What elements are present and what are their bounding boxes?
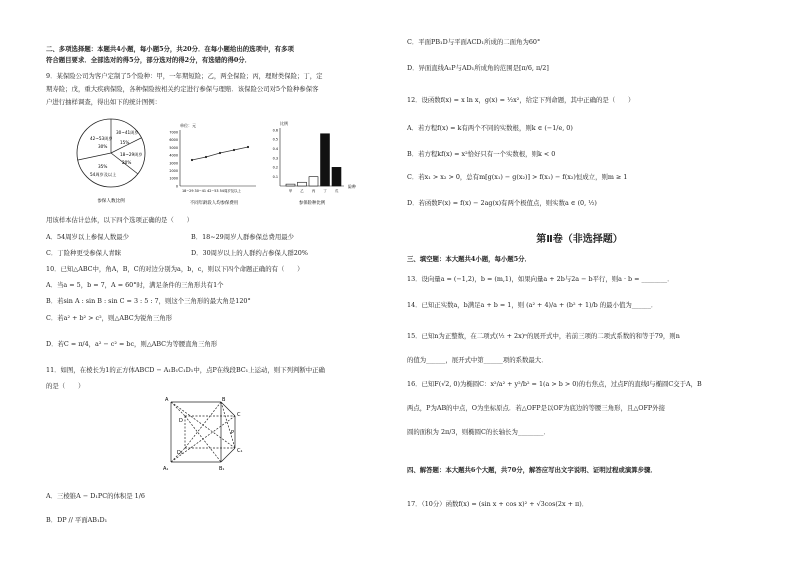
q9-option-a[interactable]: A．54周岁以上参保人数最少 [46, 233, 130, 241]
line-point [191, 159, 193, 161]
bar-rect [332, 167, 341, 186]
q9-line3: 户进行抽样调查，得出如下的统计图例： [46, 98, 162, 106]
bar-tick-label: 0.1 [272, 175, 278, 180]
bar-tick-label: 0.5 [272, 137, 278, 142]
section-2-heading-cont: 符合题目要求．全部选对的得5分，部分选对的得2分，有选错的得0分． [46, 56, 252, 64]
part-2-heading: 第Ⅱ卷（非选择题） [536, 234, 623, 245]
bar-tick-label: 0.2 [272, 165, 278, 170]
q9-line2: 期寿险；戊，重大疾病保险，各种保险按相关约定进行参保与理赔．该保险公司对5个险种参保客 [46, 85, 319, 93]
cube-diagram [151, 392, 261, 484]
pie-chart [66, 108, 156, 208]
bar-tick-label: 0.3 [272, 156, 278, 161]
bar-chart [266, 118, 376, 208]
bar-unit: 比例 [280, 121, 288, 126]
line-point [219, 152, 221, 154]
cube-label-d1: D₁ [177, 450, 183, 456]
q12-option-c[interactable]: C．若x₁ > x₂ > 0，总有m[g(x₁) − g(x₂)] > f(x₁) − f(x₂)恒成立，则m ≥ 1 [407, 173, 628, 181]
q15-line1: 15．已知n为正整数，在二项式(½ + 2x)ⁿ的展开式中，若前三项的二项式系数的和等于79，则n [407, 332, 680, 340]
cube-label-c: C [237, 412, 241, 418]
cube-figure [151, 392, 261, 484]
q10-option-a[interactable]: A．当a = 5，b = 7，A = 60°时，满足条件的三角形共有1个 [46, 281, 224, 289]
q12-option-a[interactable]: A．若方程f(x) = k有两个不同的实数根，则k ∈ (−1/e, 0) [407, 124, 573, 132]
q13: 13．设向量a = (−1,2)，b = (m,1)，如果向量a + 2b与2a − b平行，则a · b = ________． [407, 275, 674, 283]
q12-option-d[interactable]: D．若函数F(x) = f(x) − 2ag(x)有两个极值点，则实数a ∈ (0, ½) [407, 199, 597, 207]
q15-line2: 的值为______，展开式中第______项的系数最大． [407, 356, 548, 364]
cube-label-b: B [222, 397, 226, 403]
bar-cat-label: 丁 [323, 189, 327, 193]
line-tick-label: 5000 [169, 145, 178, 150]
bar-rect [298, 182, 307, 186]
q11-option-d[interactable]: D．异面直线A₁P与AD₁所成角的范围是[π/6, π/2] [407, 64, 549, 72]
pie-slice-label: 30~41周岁 [116, 130, 139, 135]
q12-stem: 12．设函数f(x) = x ln x，g(x) = ½x²，给定下列命题，其中正确的是（ ） [407, 96, 635, 104]
bar-rect [309, 177, 318, 186]
bar-tick-label: 0.4 [272, 147, 278, 152]
q17: 17．（10分）函数f(x) = (sin x + cos x)² + √3cos(2x + π)． [407, 500, 589, 508]
bar-cat-label: 戊 [334, 189, 339, 193]
pie-pct: 15% [120, 140, 130, 145]
q11-option-c[interactable]: C．平面PB₁D与平面ACD₁所成的二面角为60° [407, 38, 541, 46]
bar-rect [321, 134, 330, 186]
section-3-heading: 三、填空题：本大题共4小题，每小题5分． [407, 255, 531, 263]
line-point [205, 156, 207, 158]
q11-stem-cont: 的是（ ） [46, 382, 85, 390]
line-tick-label: 6000 [169, 138, 178, 143]
bar-cat-label: 乙 [300, 189, 304, 193]
pie-pct: 30% [98, 144, 108, 149]
line-chart [164, 120, 259, 208]
pie-pct: 20% [122, 160, 132, 165]
line-tick-label: 0 [175, 184, 178, 189]
q11-option-b[interactable]: B．DP // 平面AB₁D₁ [46, 516, 108, 524]
q9-option-c[interactable]: C．丁险种更受参保人青睐 [46, 249, 122, 257]
q12-option-b[interactable]: B．若方程kf(x) = x²恰好只有一个实数根，则k < 0 [407, 150, 556, 158]
q16-line1: 16．已知F(√2, 0)为椭圆C：x²/a² + y²/b² = 1(a > b > 0)的右焦点，过点F的直线l与椭圆C交于A，B [407, 380, 702, 388]
pie-figure [66, 108, 156, 208]
line-tick-label: 2000 [169, 168, 178, 173]
section-4-heading: 四、解答题：本大题共6个大题，共70分，解答应写出文字说明、证明过程或演算步骤． [407, 466, 657, 474]
cube-label-a1: A₁ [163, 466, 169, 472]
cube-label-p: P [231, 430, 235, 436]
cube-label-b1: B₁ [219, 466, 225, 472]
line-point [247, 146, 249, 148]
bar-cat-label: 丙 [311, 189, 316, 193]
q11-stem: 11．如图，在棱长为1的正方体ABCD − A₁B₁C₁D₁中，点P在线段BC₁上运动，则下列判断中正确 [46, 366, 325, 374]
bar-xlabel: 险种 [348, 184, 356, 189]
pie-slice-label: 54周岁及以上 [90, 172, 117, 177]
line-tick-label: 4000 [169, 153, 178, 158]
section-2-heading: 二、多项选择题：本题共4小题，每小题5分，共20分．在每小题给出的选项中，有多项 [46, 45, 294, 53]
bar-tick-label: 0.6 [272, 128, 278, 133]
q10-stem: 10．已知△ABC中，角A，B，C的对边分别为a，b，c，则以下四个命题正确的有（ ） [46, 265, 304, 273]
q9-option-b[interactable]: B．18~29周岁人群参保总费用最少 [191, 233, 295, 241]
bar-cat-label: 甲 [288, 189, 293, 193]
q16-line2: 两点，P为AB的中点，O为坐标原点．若△OFP是以OF为底边的等腰三角形，且△OFP外接 [407, 404, 666, 412]
q11-option-a[interactable]: A．三棱锥A − D₁PC的体积是 1/6 [46, 492, 145, 500]
line-unit: 单位：元 [180, 123, 196, 128]
line-caption: 不同年龄段人均参保费用 [189, 201, 239, 206]
q9-option-d[interactable]: D．30周岁以上的人群约占参保人群20% [191, 249, 308, 257]
line-tick-label: 7000 [169, 130, 178, 135]
pie-pct: 35% [98, 164, 108, 169]
cube-label-d: D [179, 418, 183, 424]
pie-slice-label: 42~53周岁 [90, 136, 113, 141]
line-tick-label: 3000 [169, 161, 178, 166]
cube-label-c1: C₁ [237, 448, 243, 454]
q16-line3: 圆的面积为 2π/3，则椭圆C的长轴长为________． [407, 428, 550, 436]
q9-stem: 用该样本估计总体，以下四个选项正确的是（ ） [46, 216, 193, 224]
line-figure [164, 120, 259, 208]
bar-figure [266, 118, 376, 208]
pie-caption: 参保人数比例 [97, 199, 125, 204]
pie-slice-label: 18~29周岁 [120, 152, 143, 157]
line-point [233, 149, 235, 151]
bar-rect [286, 184, 295, 186]
q10-option-c[interactable]: C．若a² + b² > c²，则△ABC为锐角三角形 [46, 314, 173, 322]
bar-caption: 参保险种比例 [298, 201, 326, 206]
line-tick-label: 1000 [169, 176, 178, 181]
cube-label-a: A [165, 397, 169, 403]
q9-line1: 9．某保险公司为客户定制了5个险种：甲，一年期短险；乙，两全保险；丙，理财类保险；丁，定 [46, 72, 323, 80]
q10-option-d[interactable]: D．若C = π/4，a² − c² = bc，则△ABC为等腰直角三角形 [46, 340, 218, 348]
line-xlabel: 18~29 30~41 42~53 54周岁及以上 [182, 189, 241, 193]
q10-option-b[interactable]: B．若sin A : sin B : sin C = 3 : 5 : 7，则这个三角形的最大角是120° [46, 297, 251, 305]
q14: 14．已知正实数a，b满足a + b = 1，则 (a² + 4)/a + (b² + 1)/b 的最小值为______． [407, 301, 658, 309]
